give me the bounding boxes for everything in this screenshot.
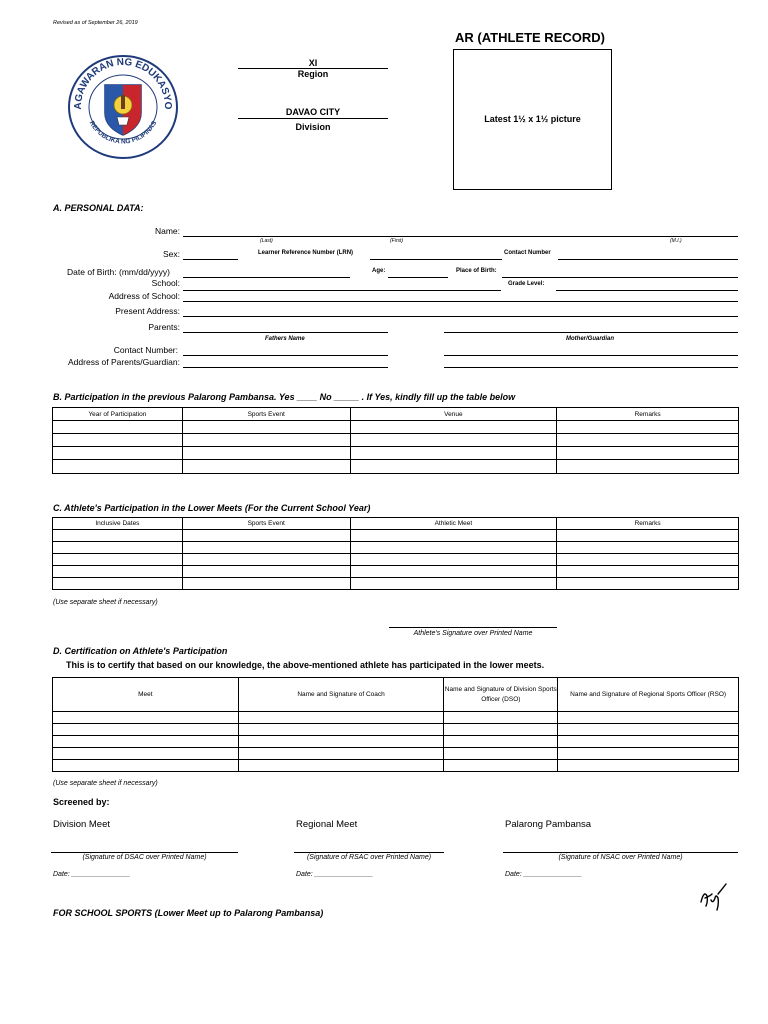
certification-table	[52, 677, 739, 772]
mi-hint: (M.I.)	[670, 238, 682, 244]
col-header: Inclusive Dates	[53, 518, 183, 530]
col-header: Sports Event	[182, 408, 350, 421]
section-a-heading: A. PERSONAL DATA:	[53, 203, 144, 213]
school-label: School:	[151, 278, 180, 288]
rsac-signature-line[interactable]	[294, 852, 444, 853]
signature-scribble-icon	[698, 880, 728, 912]
table-row[interactable]	[53, 736, 739, 748]
age-label: Age:	[372, 268, 386, 274]
last-name-hint: (Last)	[260, 238, 273, 244]
lrn-label: Learner Reference Number (LRN)	[258, 250, 354, 256]
table-row[interactable]	[53, 724, 739, 736]
grade-field[interactable]	[556, 290, 738, 291]
region-value: XI	[308, 58, 318, 68]
table-row[interactable]	[53, 578, 739, 590]
col-header: Name and Signature of Division Sports Officer (DSO)	[444, 678, 558, 712]
dsac-signature-line[interactable]	[51, 852, 238, 853]
section-d-note: (Use separate sheet if necessary)	[53, 780, 158, 787]
deped-seal	[67, 55, 179, 159]
col-header: Athletic Meet	[350, 518, 557, 530]
mother-guardian-hint: Mother/Guardian	[566, 336, 615, 342]
col-header: Venue	[350, 408, 557, 421]
certification-statement: This is to certify that based on our knowledge, the above-mentioned athlete has participated in the lower meets.	[66, 660, 545, 670]
nsac-signature-label: (Signature of NSAC over Printed Name)	[558, 854, 683, 861]
table-row[interactable]	[53, 530, 739, 542]
table-row[interactable]	[53, 421, 739, 434]
seal-bottom-text: REPUBLIKA NG PILIPINAS	[87, 119, 159, 146]
age-field[interactable]	[388, 277, 448, 278]
lower-meets-table	[52, 517, 739, 590]
athlete-signature-line[interactable]	[389, 627, 557, 628]
mother-field[interactable]	[444, 332, 738, 333]
col-header: Sports Event	[182, 518, 350, 530]
section-b-heading: B. Participation in the previous Palarong Pambansa. Yes ____ No _____ . If Yes, kindly fill up the table below	[53, 392, 516, 402]
lrn-field[interactable]	[370, 259, 502, 260]
contact-short-label: Contact Number	[504, 250, 551, 256]
palaro-table	[52, 407, 739, 474]
pob-field[interactable]	[502, 277, 738, 278]
division-label: Division	[295, 122, 331, 132]
dob-field[interactable]	[183, 277, 350, 278]
father-contact-field[interactable]	[183, 355, 388, 356]
footer-note: FOR SCHOOL SPORTS (Lower Meet up to Palarong Pambansa)	[53, 908, 324, 918]
regional-meet-label: Regional Meet	[296, 819, 358, 830]
col-header: Name and Signature of Coach	[238, 678, 444, 712]
table-header-row	[53, 518, 739, 530]
school-address-label: Address of School:	[108, 291, 180, 301]
col-header: Name and Signature of Regional Sports Officer (RSO)	[558, 678, 739, 712]
sex-field[interactable]	[183, 259, 238, 260]
screened-heading: Screened by:	[53, 797, 110, 807]
nsac-date[interactable]: Date: _______________	[505, 871, 583, 878]
sex-label: Sex:	[162, 249, 180, 259]
table-row[interactable]	[53, 447, 739, 460]
rsac-signature-label: (Signature of RSAC over Printed Name)	[306, 854, 432, 861]
table-row[interactable]	[53, 566, 739, 578]
father-field[interactable]	[183, 332, 388, 333]
deped-seal-icon	[67, 55, 179, 159]
col-header: Meet	[53, 678, 239, 712]
col-header: Year of Participation	[53, 408, 183, 421]
table-row[interactable]	[53, 748, 739, 760]
dsac-signature-label: (Signature of DSAC over Printed Name)	[82, 854, 207, 861]
revised-date: Revised as of September 26, 2019	[53, 20, 138, 26]
photo-box-label: Latest 1½ x 1½ picture	[484, 114, 581, 124]
first-name-hint: (First)	[390, 238, 404, 244]
table-row[interactable]	[53, 460, 739, 474]
school-field[interactable]	[183, 290, 501, 291]
division-value: DAVAO CITY	[285, 107, 341, 117]
father-address-field[interactable]	[183, 367, 388, 368]
seal-top-text: AGAWARAN NG EDUKASYO	[72, 56, 174, 110]
parents-label: Parents:	[148, 322, 180, 332]
contact-short-field[interactable]	[558, 259, 738, 260]
table-row[interactable]	[53, 542, 739, 554]
mother-contact-field[interactable]	[444, 355, 738, 356]
grade-label: Grade Level:	[508, 281, 545, 287]
section-c-note: (Use separate sheet if necessary)	[53, 599, 158, 606]
table-row[interactable]	[53, 434, 739, 447]
table-row[interactable]	[53, 712, 739, 724]
division-meet-label: Division Meet	[53, 819, 111, 830]
palarong-pambansa-label: Palarong Pambansa	[505, 819, 592, 830]
present-address-field[interactable]	[183, 316, 738, 317]
region-label: Region	[297, 69, 329, 79]
table-row[interactable]	[53, 760, 739, 772]
col-header: Remarks	[557, 408, 739, 421]
name-field[interactable]	[183, 236, 738, 237]
pob-label: Place of Birth:	[456, 268, 497, 274]
table-header-row	[53, 678, 739, 712]
contact-number-label: Contact Number:	[113, 345, 178, 355]
parents-address-label: Address of Parents/Guardian:	[68, 357, 180, 367]
dob-label: Date of Birth: (mm/dd/yyyy)	[67, 267, 170, 277]
athlete-signature-label: Athlete's Signature over Printed Name	[413, 630, 533, 637]
col-header: Remarks	[557, 518, 739, 530]
present-address-label: Present Address:	[115, 306, 180, 316]
table-row[interactable]	[53, 554, 739, 566]
section-d-heading: D. Certification on Athlete's Participation	[53, 646, 228, 656]
rsac-date[interactable]: Date: _______________	[296, 871, 374, 878]
name-label: Name:	[154, 226, 180, 236]
fathers-name-hint: Fathers Name	[265, 336, 305, 342]
nsac-signature-line[interactable]	[503, 852, 738, 853]
school-address-field[interactable]	[183, 301, 738, 302]
handwritten-signature	[698, 880, 728, 912]
page-title: AR (ATHLETE RECORD)	[455, 30, 605, 45]
mother-address-field[interactable]	[444, 367, 738, 368]
table-header-row	[53, 408, 739, 421]
photo-box[interactable]	[453, 49, 612, 190]
section-c-heading: C. Athlete's Participation in the Lower Meets (For the Current School Year)	[53, 503, 371, 513]
dsac-date[interactable]: Date: _______________	[53, 871, 131, 878]
